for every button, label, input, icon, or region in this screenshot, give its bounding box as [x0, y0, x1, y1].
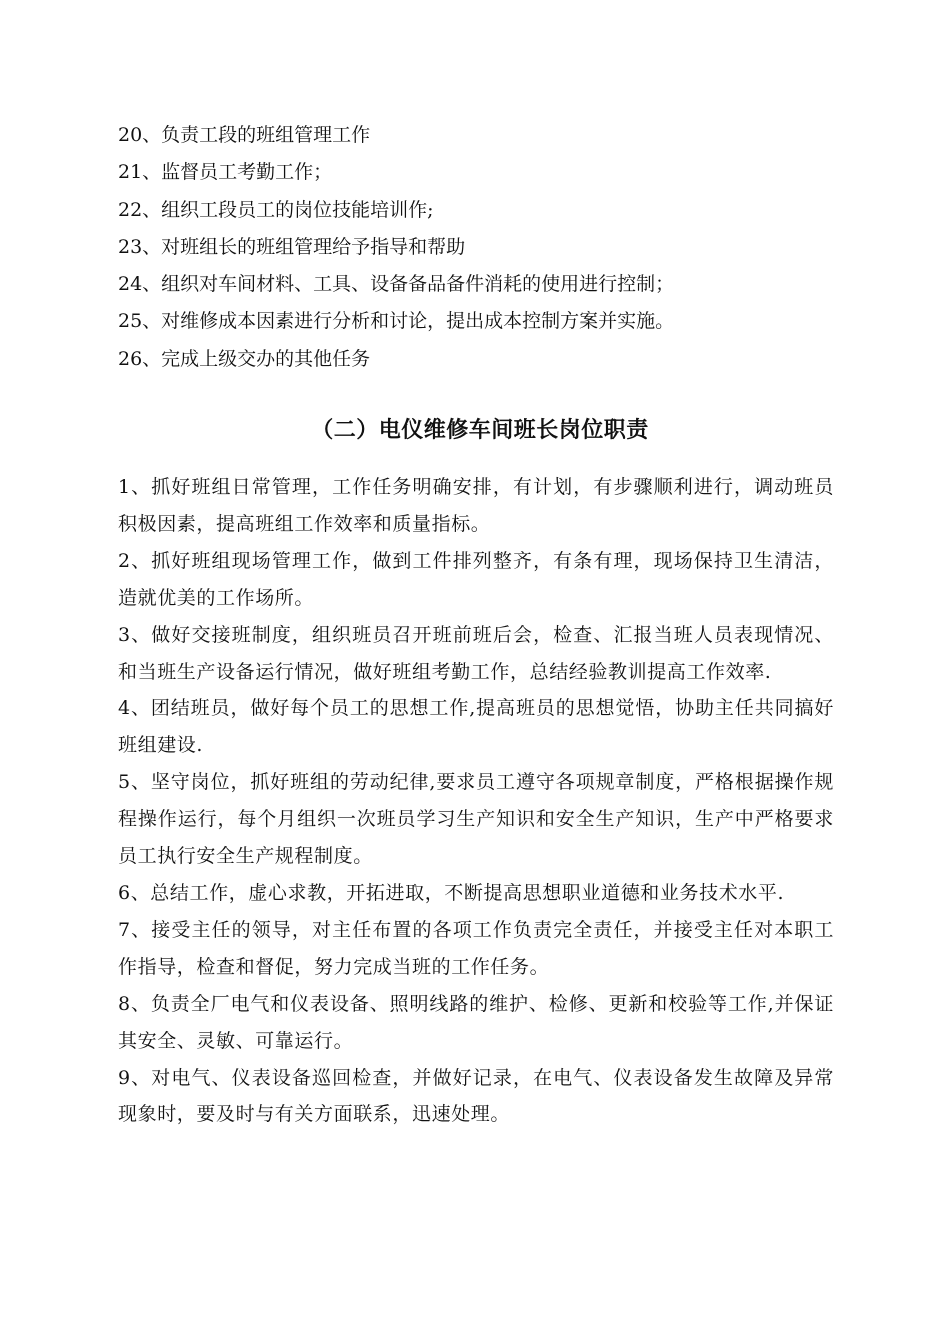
- duty-paragraph: 2、抓好班组现场管理工作，做到工件排列整齐，有条有理，现场保持卫生清洁，造就优美的工作场所。: [118, 549, 834, 609]
- duty-paragraph: 9、对电气、仪表设备巡回检查，并做好记录，在电气、仪表设备发生故障及异常现象时，要及时与有关方面联系，迅速处理。: [118, 1066, 834, 1126]
- duty-paragraph: 7、接受主任的领导，对主任布置的各项工作负责完全责任，并接受主任对本职工作指导，检查和督促，努力完成当班的工作任务。: [118, 918, 834, 978]
- responsibility-list: [118, 117, 838, 378]
- duty-paragraph: 4、团结班员，做好每个员工的思想工作,提高班员的思想觉悟，协助主任共同搞好班组建设.: [118, 697, 834, 757]
- duty-paragraph: 1、抓好班组日常管理，工作任务明确安排，有计划，有步骤顺利进行，调动班员积极因素，提高班组工作效率和质量指标。: [118, 476, 834, 535]
- list-item: 21、监督员工考勤工作；: [118, 161, 333, 184]
- list-item: 24、组织对车间材料、工具、设备备品备件消耗的使用进行控制；: [118, 273, 675, 296]
- list-item: 26、完成上级交办的其他任务: [118, 347, 371, 370]
- duty-paragraph: 6、总结工作，虚心求教，开拓进取，不断提高思想职业道德和业务技术水平.: [118, 881, 785, 904]
- section-title: （二）电仪维修车间班长岗位职责: [311, 417, 649, 443]
- duty-paragraph: 8、负责全厂电气和仪表设备、照明线路的维护、检修、更新和校验等工作,并保证其安全、灵敏、可靠运行。: [118, 992, 834, 1052]
- duty-list: [118, 469, 834, 1133]
- list-item: 22、组织工段员工的岗位技能培训作;: [118, 198, 434, 221]
- list-item: 25、对维修成本因素进行分析和讨论，提出成本控制方案并实施。: [118, 310, 675, 333]
- list-item: 23、对班组长的班组管理给予指导和帮助: [118, 235, 466, 258]
- duty-paragraph: 3、做好交接班制度，组织班员召开班前班后会，检查、汇报当班人员表现情况、和当班生产设备运行情况，做好班组考勤工作，总结经验教训提高工作效率.: [118, 623, 834, 683]
- list-item: 20、负责工段的班组管理工作: [118, 124, 371, 146]
- duty-paragraph: 5、坚守岗位，抓好班组的劳动纪律,要求员工遵守各项规章制度，严格根据操作规程操作运行，每个月组织一次班员学习生产知识和安全生产知识，生产中严格要求员工执行安全生产规程制度。: [118, 771, 834, 868]
